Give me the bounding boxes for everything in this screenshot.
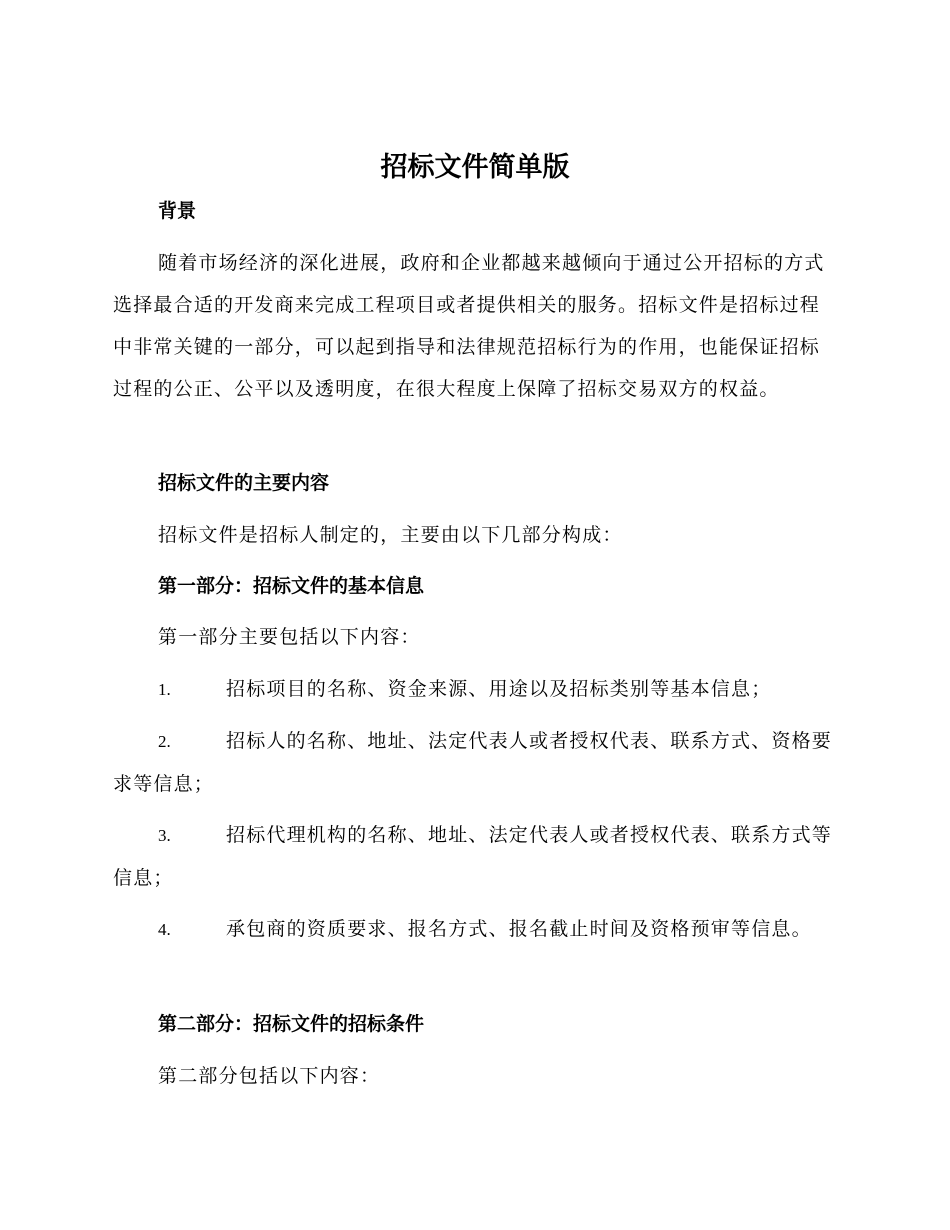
list-item-number: 4. <box>158 920 171 939</box>
part2-heading: 第二部分：招标文件的招标条件 <box>158 1013 425 1035</box>
list-item-number: 2. <box>158 732 171 751</box>
list-item-text: 招标代理机构的名称、地址、法定代表人或者授权代表、联系方式等信息； <box>113 824 833 889</box>
list-item-number: 3. <box>158 826 171 845</box>
list-item-text: 招标项目的名称、资金来源、用途以及招标类别等基本信息； <box>226 678 772 700</box>
background-paragraph: 随着市场经济的深化进展，政府和企业都越来越倾向于通过公开招标的方式选择最合适的开发商来完成工程项目或者提供相关的服务。招标文件是招标过程中非常关键的一部分，可以起到指导和法律规范招标行为的作用，也能保证招标过程的公正、公平以及透明度，在很大程度上保障了招标交易双方的权益。 <box>113 252 825 400</box>
part1-intro: 第一部分主要包括以下内容： <box>158 626 421 648</box>
list-item <box>113 720 833 805</box>
background-heading: 背景 <box>158 200 197 222</box>
list-item <box>113 814 833 899</box>
list-item-number: 1. <box>158 680 171 699</box>
list-item <box>113 908 833 951</box>
document-title: 招标文件简单版 <box>380 152 570 183</box>
part2-intro: 第二部分包括以下内容： <box>158 1065 381 1087</box>
list-item-text: 承包商的资质要求、报名方式、报名截止时间及资格预审等信息。 <box>226 918 812 940</box>
part1-heading: 第一部分：招标文件的基本信息 <box>158 575 425 597</box>
list-item <box>113 668 833 711</box>
main-content-heading: 招标文件的主要内容 <box>158 472 330 494</box>
list-item-text: 招标人的名称、地址、法定代表人或者授权代表、联系方式、资格要求等信息； <box>113 730 833 795</box>
main-content-intro: 招标文件是招标人制定的，主要由以下几部分构成： <box>158 524 623 546</box>
